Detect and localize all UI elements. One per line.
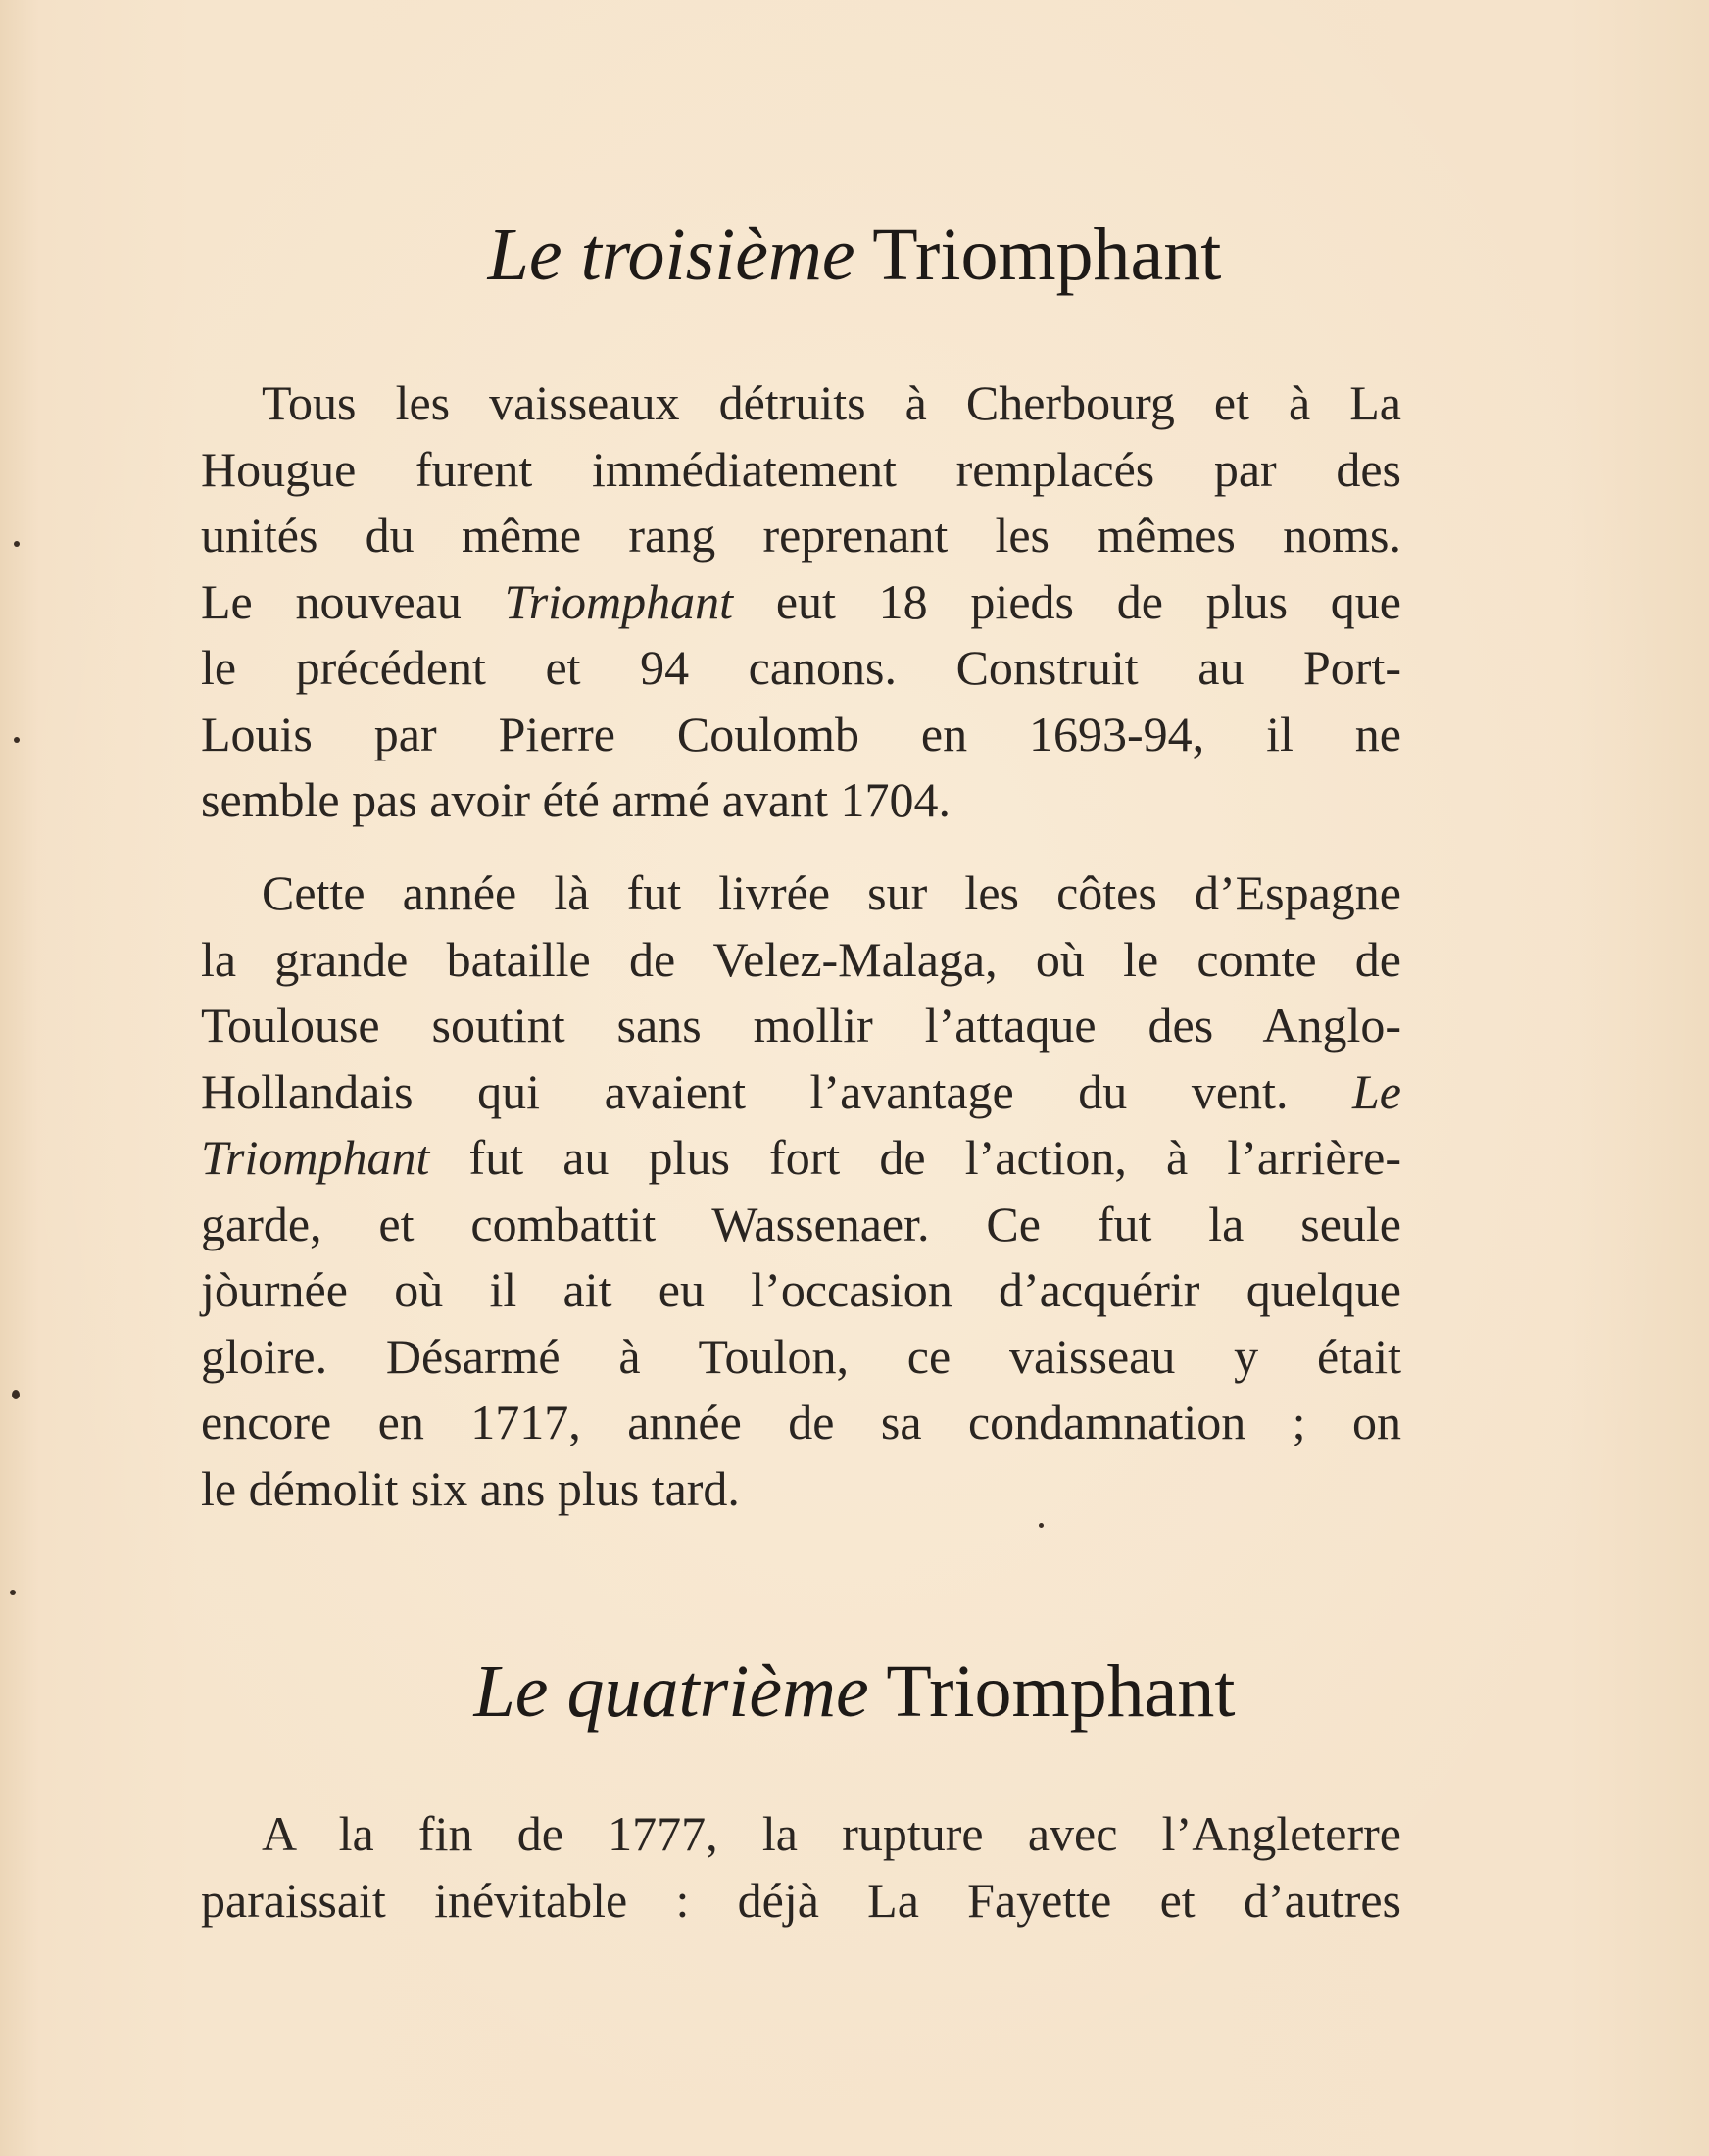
section-heading-quatrieme [0, 1650, 1709, 1733]
ink-speck [10, 1590, 16, 1595]
heading-roman-part: Triomphant [872, 214, 1222, 296]
text-line: Hougue furent immédiatement remplacés par des [201, 441, 1401, 497]
text-line: encore en 1717, année de sa condamnation ; on [201, 1395, 1401, 1449]
text-line: A la fin de 1777, la rupture avec l’Angleterre [262, 1806, 1401, 1861]
text-line: paraissait inévitable : déjà La Fayette et d’autres [201, 1872, 1401, 1928]
text-run: Hollandais qui avaient l’avantage du vent. [201, 1063, 1352, 1119]
ink-speck [1039, 1523, 1044, 1528]
text-line: unités du même rang reprenant les mêmes noms. [201, 508, 1401, 563]
paragraph-2 [201, 860, 1401, 1522]
text-line: Cette année là fut livrée sur les côtes d’Espagne [262, 865, 1401, 920]
text-line: le démolit six ans plus tard. [201, 1460, 740, 1516]
text-line: gloire. Désarmé à Toulon, ce vaisseau y était [201, 1328, 1401, 1384]
text-line [201, 1125, 1401, 1192]
section-heading-troisieme [0, 214, 1709, 296]
text-run: Le nouveau [201, 573, 505, 629]
text-line: la grande bataille de Velez-Malaga, où le comte de [201, 931, 1401, 987]
text-line: jòurnée où il ait eu l’occasion d’acquérir quelque [201, 1262, 1401, 1317]
text-line: Toulouse soutint sans mollir l’attaque des Anglo- [201, 998, 1401, 1053]
heading-roman-part: Triomphant [886, 1650, 1236, 1733]
text-line [201, 569, 1401, 636]
text-line: garde, et combattit Wassenaer. Ce fut la seule [201, 1196, 1401, 1251]
text-run: eut 18 pieds de plus que [733, 573, 1401, 629]
ink-speck [12, 1390, 20, 1399]
text-line: Tous les vaisseaux détruits à Cherbourg et à La [262, 375, 1401, 430]
text-run: fut au plus fort de l’action, à l’arrière- [429, 1130, 1401, 1185]
text-line: semble pas avoir été armé avant 1704. [201, 772, 951, 827]
heading-italic-part: Le troisième [487, 214, 855, 296]
ink-speck [14, 737, 20, 743]
ship-name: Triomphant [201, 1130, 430, 1185]
ship-name: Triomphant [504, 573, 734, 629]
text-line: le précédent et 94 canons. Construit au Port- [201, 640, 1401, 695]
heading-italic-part: Le quatrième [473, 1650, 869, 1733]
text-line: Louis par Pierre Coulomb en 1693-94, il ne [201, 706, 1401, 761]
ink-speck [14, 541, 20, 547]
ship-name: Le [1352, 1063, 1401, 1119]
paragraph-3 [201, 1801, 1401, 1934]
paragraph-1 [201, 370, 1401, 834]
text-line [201, 1059, 1401, 1126]
